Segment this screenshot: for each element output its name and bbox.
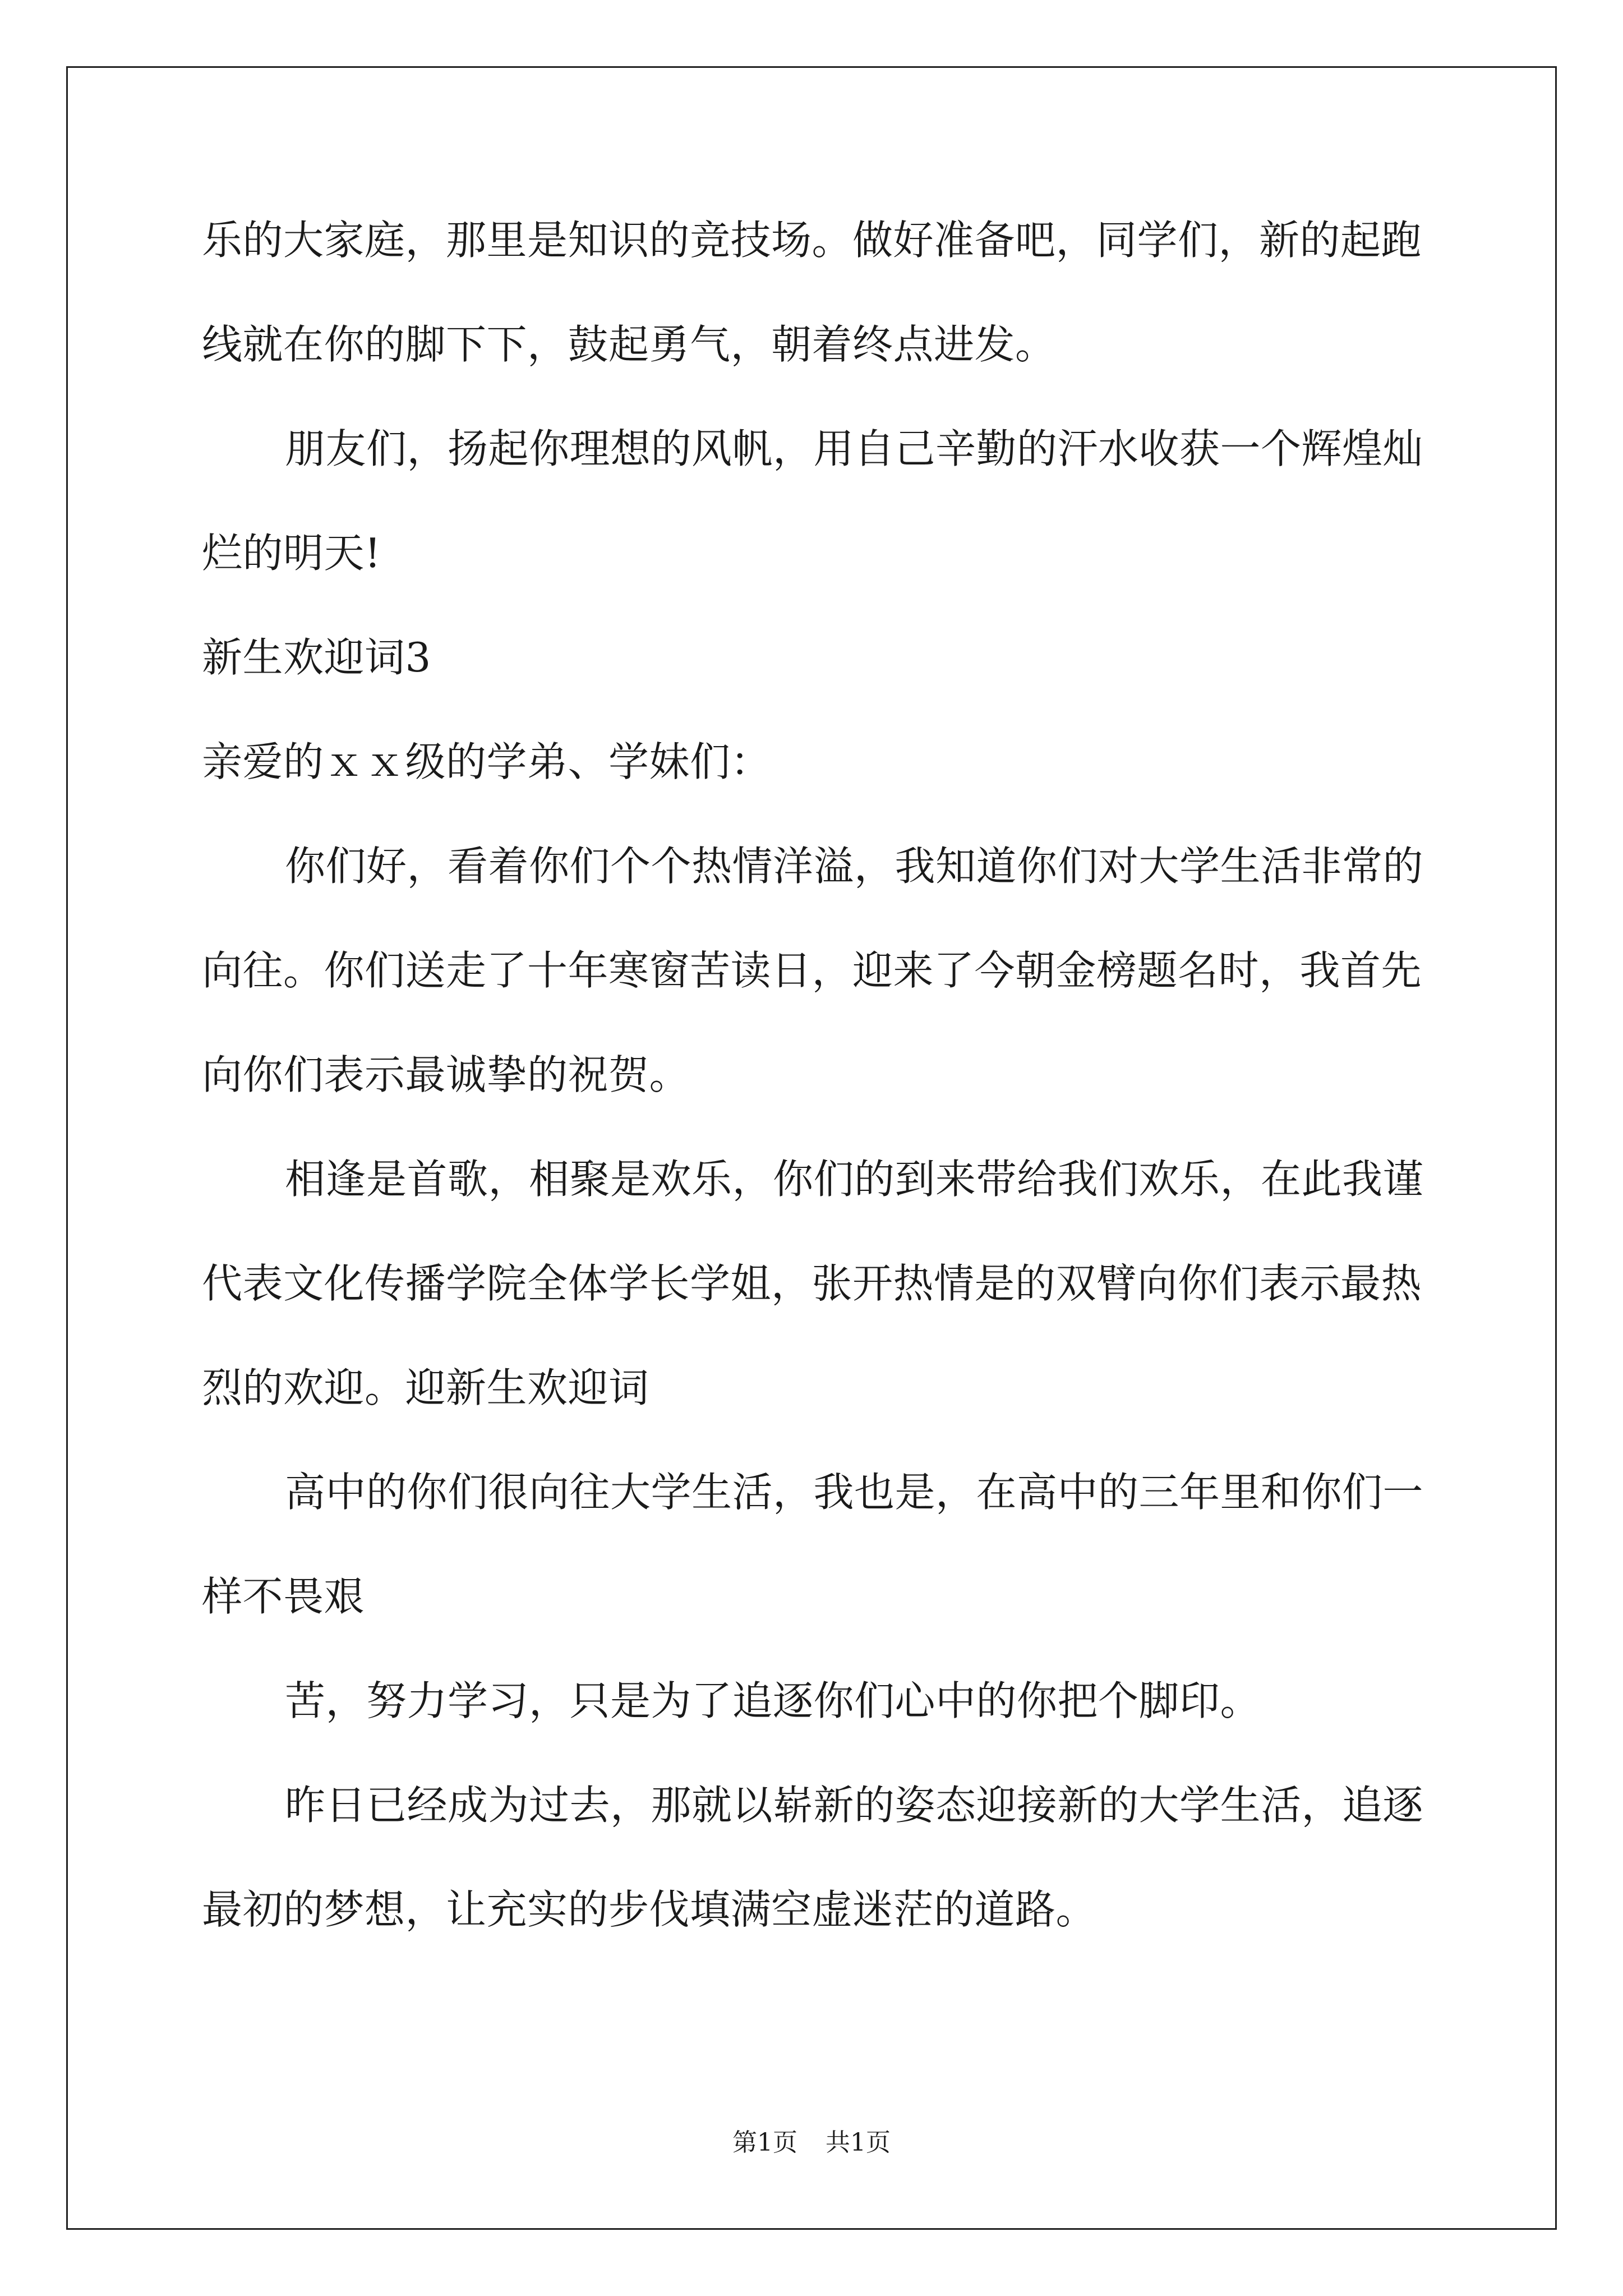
paragraph-start: 苦，努力学习，只是为了追逐你们心中的你把个脚印。: [285, 1677, 1261, 1724]
text-line: 线就在你的脚下下，鼓起勇气，朝着终点进发。: [202, 321, 1056, 368]
page-number: 第1页: [732, 2128, 797, 2157]
text-line: 乐的大家庭，那里是知识的竞技场。做好准备吧，同学们，新的起跑: [202, 217, 1422, 264]
text-line: 烂的明天!: [202, 530, 381, 577]
page-total: 共1页: [826, 2128, 891, 2157]
text-line: 代表文化传播学院全体学长学姐，张开热情是的双臂向你们表示最热: [202, 1260, 1422, 1307]
paragraph-start: 昨日已经成为过去，那就以崭新的姿态迎接新的大学生活，追逐: [285, 1782, 1424, 1829]
text-line: 烈的欢迎。迎新生欢迎词: [202, 1364, 649, 1411]
salutation: 亲爱的ｘｘ级的学弟、学妹们：: [202, 738, 772, 785]
section-heading: 新生欢迎词3: [202, 634, 431, 681]
paragraph-start: 朋友们，扬起你理想的风帆，用自己辛勤的汗水收获一个辉煌灿: [285, 425, 1424, 472]
paragraph-start: 相逢是首歌，相聚是欢乐，你们的到来带给我们欢乐，在此我谨: [285, 1156, 1424, 1203]
paragraph-start: 你们好，看着你们个个热情洋溢，我知道你们对大学生活非常的: [285, 843, 1424, 890]
page-footer: [0, 2126, 1623, 2160]
text-line: 向往。你们送走了十年寒窗苦读日，迎来了今朝金榜题名时，我首先: [202, 947, 1422, 994]
paragraph-start: 高中的你们很向往大学生活，我也是，在高中的三年里和你们一: [285, 1469, 1424, 1516]
text-line: 最初的梦想，让充实的步伐填满空虚迷茫的道路。: [202, 1886, 1097, 1933]
text-line: 样不畏艰: [202, 1573, 365, 1620]
text-line: 向你们表示最诚挚的祝贺。: [202, 1051, 690, 1098]
